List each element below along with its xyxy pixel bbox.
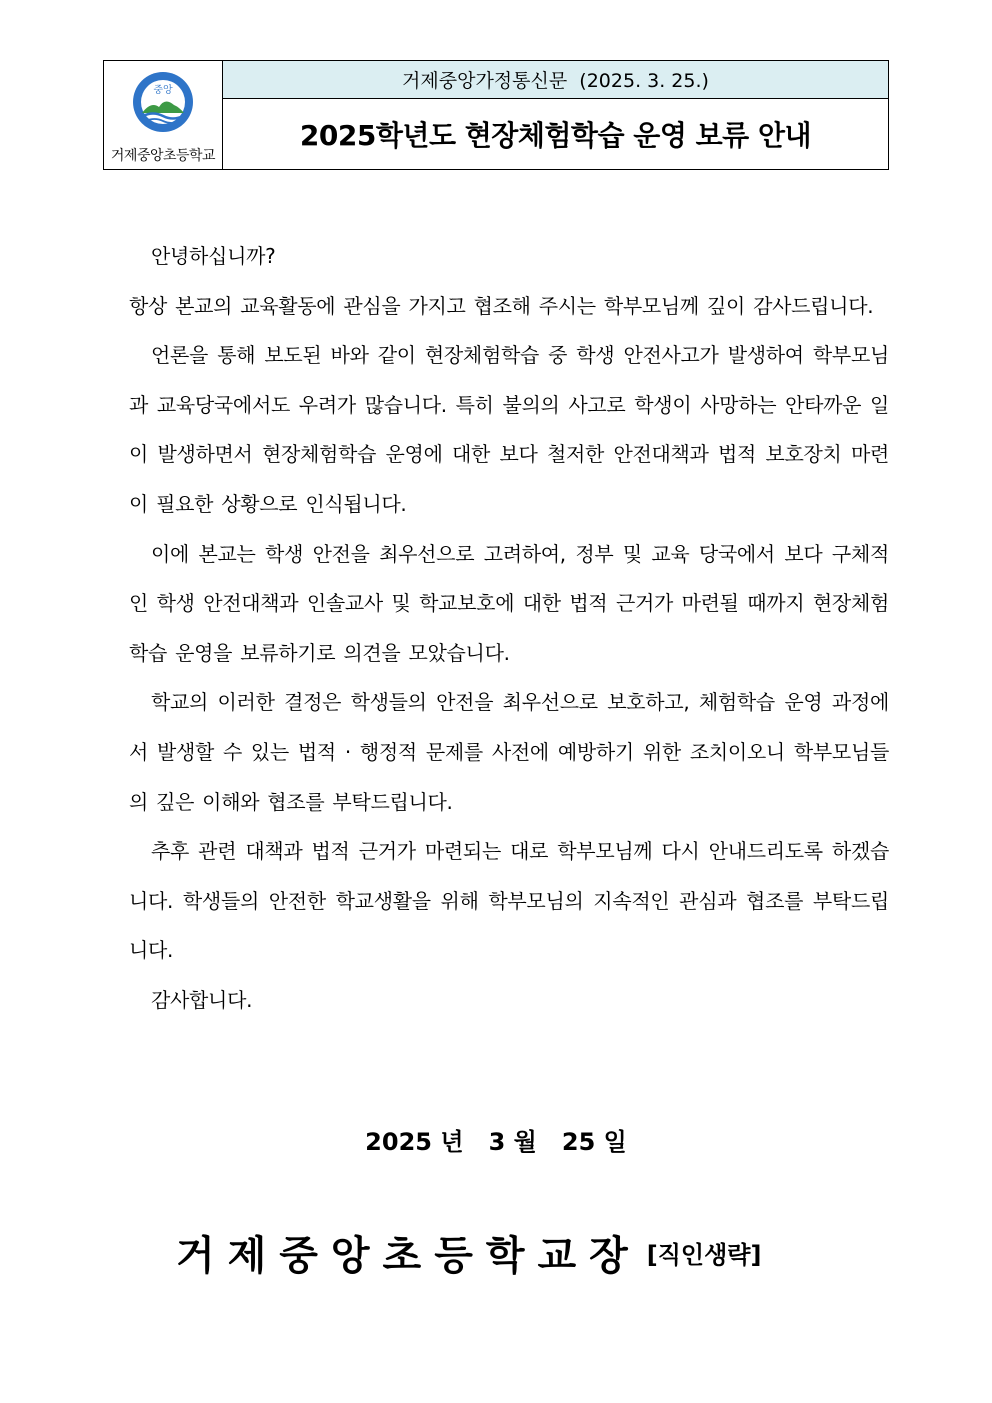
header-table: [103, 60, 889, 170]
letter-body: [129, 232, 889, 1026]
title-cell: [223, 61, 888, 169]
paragraph: 항상 본교의 교육활동에 관심을 가지고 협조해 주시는 학부모님께 깊이 감사드립니다.: [129, 293, 874, 318]
school-emblem-icon: [131, 69, 195, 135]
closing: 감사합니다.: [151, 987, 253, 1012]
page-title: 2025학년도 현장체험학습 운영 보류 안내: [299, 119, 812, 152]
emblem-text: 중앙: [153, 85, 173, 96]
newsletter-label: 거제중앙가정통신문 (2025. 3. 25.): [223, 61, 888, 99]
paragraph: 학교의 이러한 결정은 학생들의 안전을 최우선으로 보호하고, 체험학습 운영 과정에서 발생할 수 있는 법적 · 행정적 문제를 사전에 예방하기 위한 조치이오니 학부모님들의 깊은 이해와 협조를 부탁드립니다.: [129, 690, 889, 814]
signature: [176, 1222, 761, 1282]
greeting: 안녕하십니까?: [151, 244, 276, 268]
issue-date: 2025 년 3 월 25 일: [365, 1128, 627, 1156]
logo-cell: [104, 61, 223, 169]
school-name-small: 거제중앙초등학교: [110, 148, 216, 164]
seal-note: [직인생략]: [646, 1240, 762, 1269]
principal-title: 거제중앙초등학교장: [176, 1232, 641, 1279]
paragraph: 이에 본교는 학생 안전을 최우선으로 고려하여, 정부 및 교육 당국에서 보다 구체적인 학생 안전대책과 인솔교사 및 학교보호에 대한 법적 근거가 마련될 때까지 현장체험학습 운영을 보류하기로 의견을 모았습니다.: [129, 541, 889, 665]
paragraph: 언론을 통해 보도된 바와 같이 현장체험학습 중 학생 안전사고가 발생하여 학부모님과 교육당국에서도 우려가 많습니다. 특히 불의의 사고로 학생이 사망하는 안타까운 일이 발생하면서 현장체험학습 운영에 대한 보다 철저한 안전대책과 법적 보호장치 마련이 필요한 상황으로 인식됩니다.: [129, 343, 889, 516]
paragraph: 추후 관련 대책과 법적 근거가 마련되는 대로 학부모님께 다시 안내드리도록 하겠습니다. 학생들의 안전한 학교생활을 위해 학부모님의 지속적인 관심과 협조를 부탁드립니다.: [129, 839, 889, 963]
